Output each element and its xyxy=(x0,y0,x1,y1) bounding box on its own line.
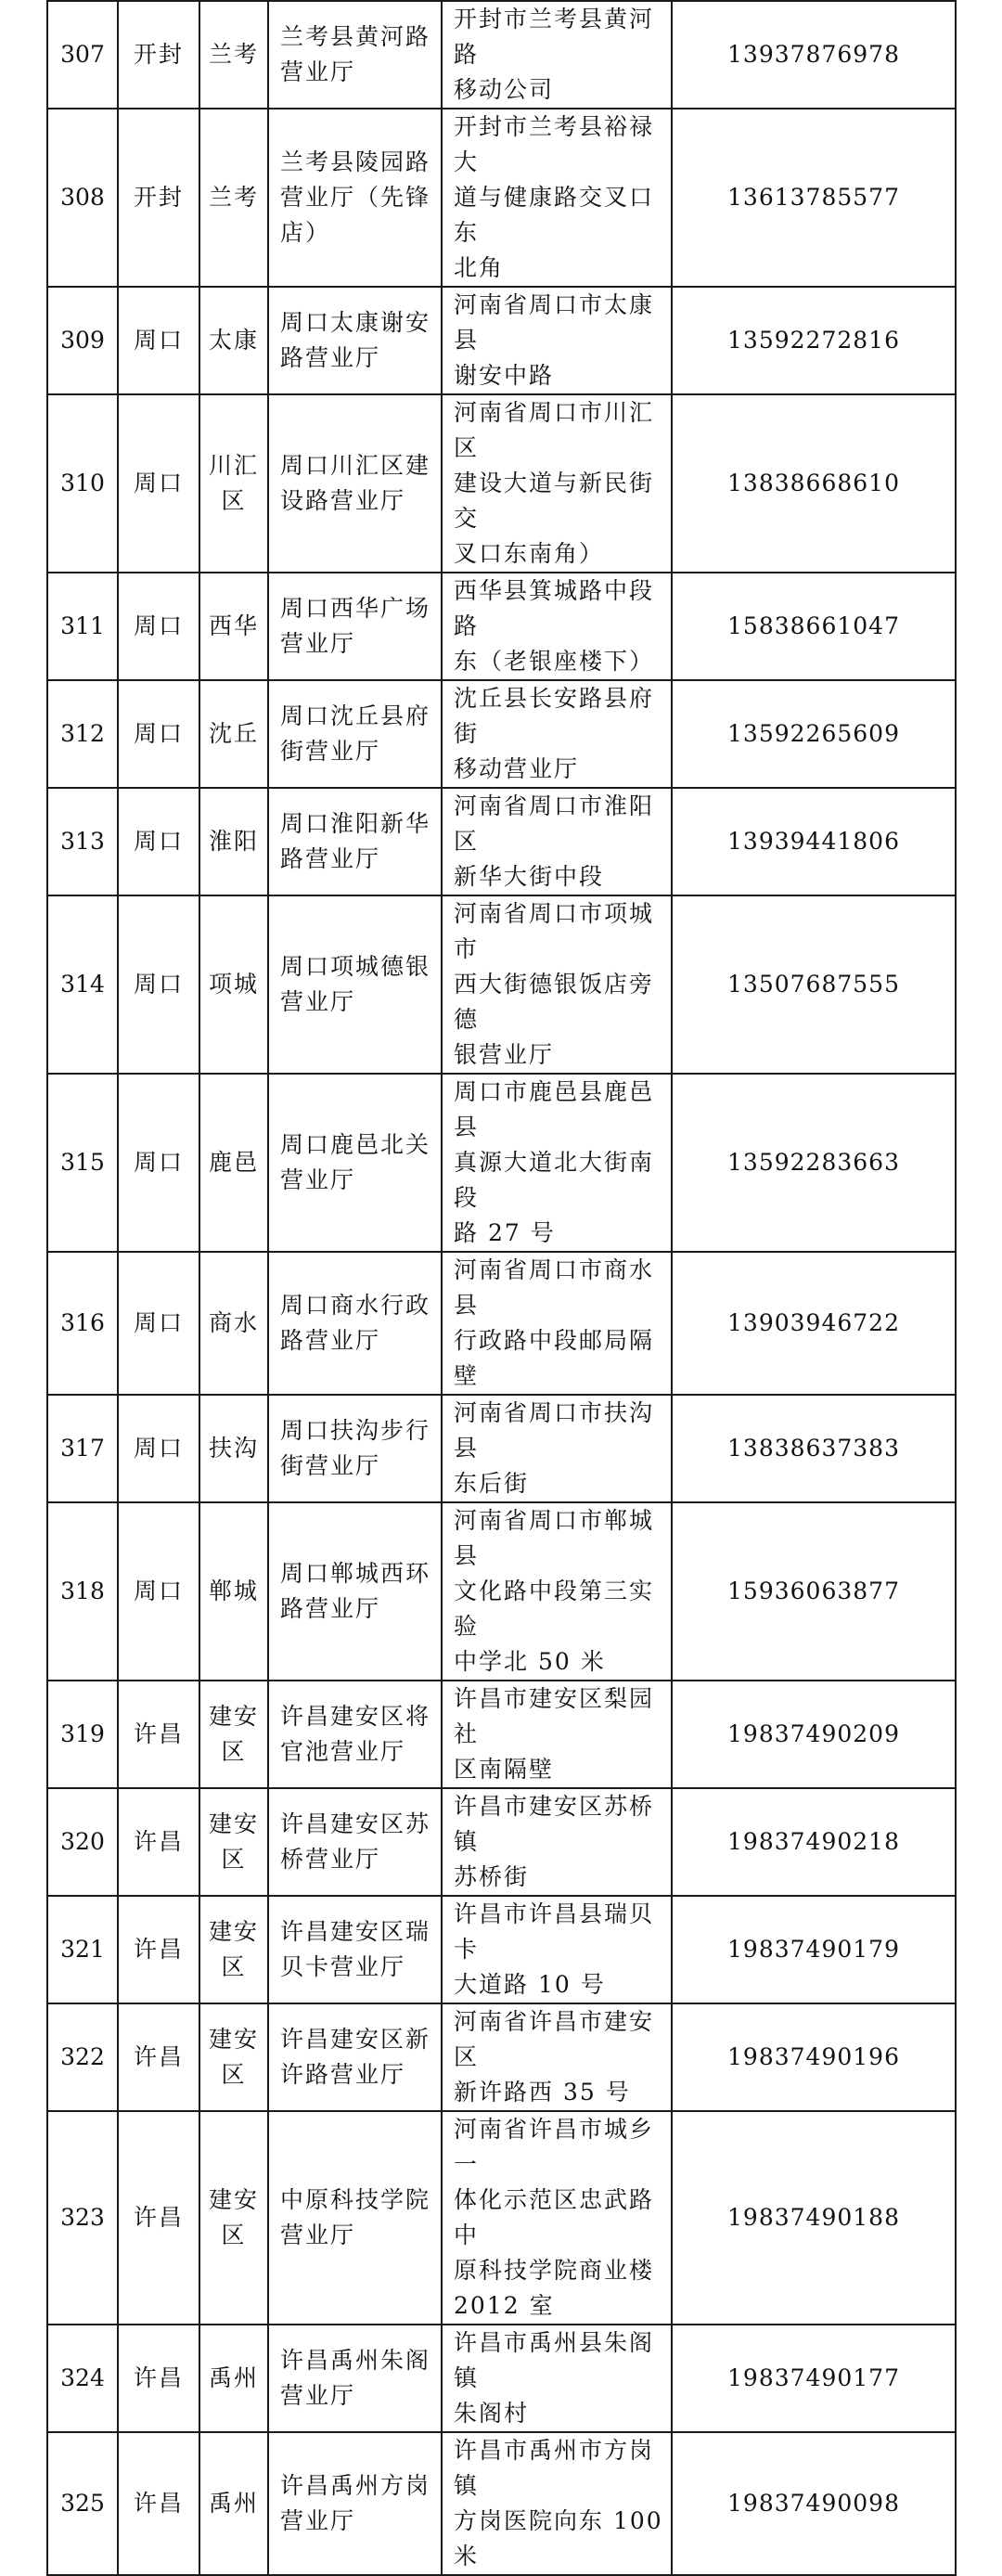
address-cell-line: 谢安中路 xyxy=(454,362,555,389)
county-cell xyxy=(199,788,268,895)
hall-name-cell-line: 店） xyxy=(280,219,331,246)
county-cell xyxy=(199,1252,268,1395)
hall-name-cell-line: 许昌禹州朱阁 xyxy=(280,2347,431,2374)
hall-name-cell xyxy=(268,680,442,788)
address-cell-line: 路 27 号 xyxy=(454,1219,556,1246)
address-cell-line: 原科技学院商业楼 xyxy=(454,2257,655,2284)
address-cell-line: 2012 室 xyxy=(454,2292,555,2319)
county-cell-line: 郸城 xyxy=(208,1578,259,1604)
hall-name-cell-line: 许昌禹州方岗 xyxy=(280,2472,431,2499)
table-row xyxy=(47,895,956,1074)
city-cell: 许昌 xyxy=(118,2111,199,2325)
address-cell xyxy=(442,895,672,1074)
row-number-cell: 309 xyxy=(47,287,118,394)
hall-name-cell-line: 周口淮阳新华 xyxy=(280,810,431,837)
row-number-cell: 311 xyxy=(47,573,118,680)
hall-name-cell xyxy=(268,573,442,680)
hall-name-cell xyxy=(268,895,442,1074)
county-cell-line: 兰考 xyxy=(208,41,259,68)
hall-name-cell xyxy=(268,2111,442,2325)
phone-cell: 19837490179 xyxy=(672,1896,956,2003)
county-cell-line: 区 xyxy=(221,1738,247,1765)
county-cell-line: 淮阳 xyxy=(208,828,259,855)
table-row xyxy=(47,1896,956,2003)
county-cell-line: 区 xyxy=(221,1846,247,1873)
row-number-cell: 315 xyxy=(47,1074,118,1252)
address-cell-line: 许昌市禹州市方岗镇 xyxy=(454,2437,655,2499)
hall-name-cell-line: 营业厅 xyxy=(280,2382,356,2409)
hall-name-cell-line: 街营业厅 xyxy=(280,1452,381,1479)
hall-name-cell-line: 周口郸城西环 xyxy=(280,1560,431,1587)
phone-cell: 19837490188 xyxy=(672,2111,956,2325)
hall-name-cell-line: 路营业厅 xyxy=(280,845,381,872)
table-row xyxy=(47,1,956,109)
address-cell-line: 体化示范区忠武路中 xyxy=(454,2186,655,2248)
address-cell-line: 周口市鹿邑县鹿邑县 xyxy=(454,1078,655,1140)
county-cell-line: 建安 xyxy=(208,1703,259,1730)
row-number-cell: 316 xyxy=(47,1252,118,1395)
phone-cell: 19837490177 xyxy=(672,2325,956,2432)
row-number-cell: 307 xyxy=(47,1,118,109)
county-cell xyxy=(199,2003,268,2111)
county-cell xyxy=(199,2432,268,2575)
county-cell xyxy=(199,1502,268,1681)
table-row xyxy=(47,573,956,680)
address-cell xyxy=(442,2111,672,2325)
address-cell-line: 沈丘县长安路县府街 xyxy=(454,685,655,747)
county-cell-line: 禹州 xyxy=(208,2364,259,2391)
address-cell-line: 河南省许昌市城乡一 xyxy=(454,2116,655,2178)
city-cell: 周口 xyxy=(118,573,199,680)
phone-cell: 13507687555 xyxy=(672,895,956,1074)
phone-cell: 13937876978 xyxy=(672,1,956,109)
hall-name-cell-line: 贝卡营业厅 xyxy=(280,1953,406,1980)
table-row xyxy=(47,1502,956,1681)
address-cell-line: 叉口东南角） xyxy=(454,540,605,567)
address-cell-line: 东（老银座楼下） xyxy=(454,648,655,675)
address-cell xyxy=(442,1502,672,1681)
row-number-cell: 319 xyxy=(47,1681,118,1788)
address-cell xyxy=(442,2432,672,2575)
phone-cell: 15936063877 xyxy=(672,1502,956,1681)
table-row xyxy=(47,788,956,895)
county-cell xyxy=(199,287,268,394)
address-cell xyxy=(442,1896,672,2003)
address-cell xyxy=(442,1788,672,1896)
table-row xyxy=(47,394,956,573)
city-cell: 周口 xyxy=(118,1074,199,1252)
address-cell xyxy=(442,2325,672,2432)
hall-name-cell xyxy=(268,788,442,895)
city-cell: 许昌 xyxy=(118,1788,199,1896)
county-cell xyxy=(199,680,268,788)
table-row xyxy=(47,2003,956,2111)
hall-name-cell-line: 官池营业厅 xyxy=(280,1738,406,1765)
city-cell: 开封 xyxy=(118,109,199,287)
hall-name-cell-line: 街营业厅 xyxy=(280,738,381,765)
row-number-cell: 310 xyxy=(47,394,118,573)
phone-cell: 13592272816 xyxy=(672,287,956,394)
address-cell-line: 真源大道北大街南段 xyxy=(454,1149,655,1211)
hall-name-cell xyxy=(268,1502,442,1681)
county-cell-line: 西华 xyxy=(208,612,259,639)
hall-name-cell xyxy=(268,1,442,109)
address-cell xyxy=(442,1681,672,1788)
document-page xyxy=(46,0,955,2576)
address-cell-line: 文化路中段第三实验 xyxy=(454,1578,655,1640)
hall-name-cell xyxy=(268,2432,442,2575)
hall-name-cell-line: 营业厅（先锋 xyxy=(280,184,431,211)
county-cell xyxy=(199,394,268,573)
row-number-cell: 314 xyxy=(47,895,118,1074)
county-cell xyxy=(199,2325,268,2432)
city-cell: 许昌 xyxy=(118,2325,199,2432)
city-cell: 许昌 xyxy=(118,1896,199,2003)
county-cell-line: 沈丘 xyxy=(208,720,259,747)
address-cell-line: 许昌市许昌县瑞贝卡 xyxy=(454,1900,655,1963)
county-cell xyxy=(199,895,268,1074)
hall-name-cell-line: 兰考县陵园路 xyxy=(280,148,431,175)
address-cell-line: 新华大街中段 xyxy=(454,863,605,890)
county-cell-line: 建安 xyxy=(208,1810,259,1837)
phone-cell: 13613785577 xyxy=(672,109,956,287)
hall-name-cell-line: 兰考县黄河路 xyxy=(280,23,431,50)
table-body xyxy=(47,1,956,2575)
table-row xyxy=(47,680,956,788)
city-cell: 周口 xyxy=(118,394,199,573)
table-row xyxy=(47,1788,956,1896)
phone-cell: 19837490209 xyxy=(672,1681,956,1788)
hall-name-cell-line: 周口鹿邑北关 xyxy=(280,1131,431,1158)
county-cell-line: 建安 xyxy=(208,2026,259,2053)
hall-name-cell xyxy=(268,109,442,287)
city-cell: 周口 xyxy=(118,1502,199,1681)
table-row xyxy=(47,109,956,287)
address-cell-line: 河南省许昌市建安区 xyxy=(454,2008,655,2070)
address-cell xyxy=(442,394,672,573)
table-row xyxy=(47,2111,956,2325)
county-cell-line: 区 xyxy=(221,2222,247,2248)
address-cell-line: 河南省周口市商水县 xyxy=(454,1256,655,1319)
address-cell-line: 河南省周口市川汇区 xyxy=(454,399,655,461)
address-cell-line: 许昌市建安区苏桥镇 xyxy=(454,1793,655,1855)
city-cell: 许昌 xyxy=(118,2432,199,2575)
address-cell-line: 移动营业厅 xyxy=(454,755,580,782)
county-cell-line: 建安 xyxy=(208,2186,259,2213)
hall-name-cell-line: 路营业厅 xyxy=(280,344,381,371)
hall-name-cell-line: 营业厅 xyxy=(280,1166,356,1193)
county-cell-line: 建安 xyxy=(208,1918,259,1945)
row-number-cell: 323 xyxy=(47,2111,118,2325)
address-cell-line: 道与健康路交叉口东 xyxy=(454,184,655,246)
address-cell-line: 河南省周口市淮阳区 xyxy=(454,792,655,855)
table-row xyxy=(47,2432,956,2575)
address-cell-line: 银营业厅 xyxy=(454,1041,555,1068)
row-number-cell: 322 xyxy=(47,2003,118,2111)
phone-cell: 19837490218 xyxy=(672,1788,956,1896)
address-cell xyxy=(442,788,672,895)
hall-name-cell-line: 营业厅 xyxy=(280,630,356,657)
hall-name-cell-line: 中原科技学院 xyxy=(280,2186,431,2213)
hall-name-cell-line: 周口商水行政 xyxy=(280,1292,431,1319)
row-number-cell: 308 xyxy=(47,109,118,287)
hall-name-cell-line: 许路营业厅 xyxy=(280,2061,406,2088)
phone-cell: 13939441806 xyxy=(672,788,956,895)
county-cell-line: 区 xyxy=(221,2061,247,2088)
hall-name-cell-line: 周口西华广场 xyxy=(280,595,431,622)
row-number-cell: 320 xyxy=(47,1788,118,1896)
address-cell-line: 许昌市禹州县朱阁镇 xyxy=(454,2329,655,2391)
address-cell-line: 移动公司 xyxy=(454,76,555,103)
table-row xyxy=(47,1252,956,1395)
hall-name-cell-line: 周口川汇区建 xyxy=(280,452,431,479)
phone-cell: 15838661047 xyxy=(672,573,956,680)
hall-name-cell-line: 路营业厅 xyxy=(280,1595,381,1622)
address-cell-line: 新许路西 35 号 xyxy=(454,2079,631,2106)
table-row xyxy=(47,1395,956,1502)
city-cell: 开封 xyxy=(118,1,199,109)
county-cell xyxy=(199,573,268,680)
phone-cell: 13592283663 xyxy=(672,1074,956,1252)
hall-name-cell xyxy=(268,2325,442,2432)
city-cell: 周口 xyxy=(118,680,199,788)
city-cell: 周口 xyxy=(118,1252,199,1395)
hall-name-cell-line: 许昌建安区新 xyxy=(280,2026,431,2053)
address-cell-line: 苏桥街 xyxy=(454,1863,530,1890)
hall-name-cell-line: 许昌建安区瑞 xyxy=(280,1918,431,1945)
city-cell: 周口 xyxy=(118,1395,199,1502)
row-number-cell: 321 xyxy=(47,1896,118,2003)
county-cell-line: 区 xyxy=(221,487,247,514)
hall-name-cell-line: 营业厅 xyxy=(280,58,356,85)
row-number-cell: 324 xyxy=(47,2325,118,2432)
county-cell xyxy=(199,2111,268,2325)
hall-name-cell-line: 许昌建安区将 xyxy=(280,1703,431,1730)
county-cell xyxy=(199,109,268,287)
address-cell-line: 行政路中段邮局隔壁 xyxy=(454,1327,655,1389)
hall-name-cell-line: 许昌建安区苏 xyxy=(280,1810,431,1837)
phone-cell: 19837490196 xyxy=(672,2003,956,2111)
county-cell-line: 鹿邑 xyxy=(208,1149,259,1176)
table-row xyxy=(47,287,956,394)
address-cell-line: 中学北 50 米 xyxy=(454,1648,606,1675)
address-cell xyxy=(442,1,672,109)
hall-name-cell xyxy=(268,2003,442,2111)
address-cell xyxy=(442,1252,672,1395)
hall-name-cell xyxy=(268,1681,442,1788)
row-number-cell: 325 xyxy=(47,2432,118,2575)
county-cell-line: 扶沟 xyxy=(208,1435,259,1462)
address-cell-line: 河南省周口市郸城县 xyxy=(454,1507,655,1569)
county-cell xyxy=(199,1681,268,1788)
county-cell-line: 区 xyxy=(221,1953,247,1980)
phone-cell: 13838637383 xyxy=(672,1395,956,1502)
hall-name-cell xyxy=(268,1074,442,1252)
address-cell-line: 区南隔壁 xyxy=(454,1756,555,1783)
county-cell xyxy=(199,1074,268,1252)
hall-name-cell xyxy=(268,1395,442,1502)
hall-name-cell-line: 营业厅 xyxy=(280,2222,356,2248)
address-cell-line: 建设大道与新民街交 xyxy=(454,470,655,532)
phone-cell: 13838668610 xyxy=(672,394,956,573)
phone-cell: 13903946722 xyxy=(672,1252,956,1395)
address-cell xyxy=(442,680,672,788)
city-cell: 周口 xyxy=(118,287,199,394)
county-cell-line: 商水 xyxy=(208,1309,259,1336)
city-cell: 周口 xyxy=(118,788,199,895)
address-cell-line: 河南省周口市太康县 xyxy=(454,291,655,354)
hall-name-cell xyxy=(268,1788,442,1896)
hall-name-cell-line: 营业厅 xyxy=(280,988,356,1015)
county-cell xyxy=(199,1788,268,1896)
hall-name-cell-line: 周口扶沟步行 xyxy=(280,1417,431,1444)
address-cell-line: 东后街 xyxy=(454,1470,530,1497)
table-row xyxy=(47,1074,956,1252)
address-cell-line: 西华县箕城路中段路 xyxy=(454,577,655,639)
county-cell-line: 禹州 xyxy=(208,2490,259,2517)
hall-name-cell-line: 桥营业厅 xyxy=(280,1846,381,1873)
row-number-cell: 317 xyxy=(47,1395,118,1502)
address-cell-line: 河南省周口市项城市 xyxy=(454,900,655,962)
row-number-cell: 312 xyxy=(47,680,118,788)
address-cell-line: 大道路 10 号 xyxy=(454,1971,606,1998)
business-hall-table xyxy=(46,0,957,2576)
address-cell xyxy=(442,287,672,394)
address-cell-line: 许昌市建安区梨园社 xyxy=(454,1685,655,1747)
county-cell-line: 太康 xyxy=(208,327,259,354)
hall-name-cell-line: 周口太康谢安 xyxy=(280,309,431,336)
hall-name-cell xyxy=(268,1896,442,2003)
address-cell-line: 河南省周口市扶沟县 xyxy=(454,1399,655,1462)
city-cell: 许昌 xyxy=(118,2003,199,2111)
address-cell xyxy=(442,1074,672,1252)
county-cell xyxy=(199,1395,268,1502)
phone-cell: 13592265609 xyxy=(672,680,956,788)
hall-name-cell-line: 周口沈丘县府 xyxy=(280,702,431,729)
address-cell xyxy=(442,2003,672,2111)
address-cell xyxy=(442,573,672,680)
address-cell-line: 开封市兰考县黄河路 xyxy=(454,6,655,68)
address-cell-line: 开封市兰考县裕禄大 xyxy=(454,113,655,175)
city-cell: 周口 xyxy=(118,895,199,1074)
county-cell xyxy=(199,1,268,109)
hall-name-cell-line: 设路营业厅 xyxy=(280,487,406,514)
table-row xyxy=(47,2325,956,2432)
row-number-cell: 313 xyxy=(47,788,118,895)
address-cell-line: 方岗医院向东 100 米 xyxy=(454,2507,663,2570)
address-cell xyxy=(442,109,672,287)
hall-name-cell-line: 路营业厅 xyxy=(280,1327,381,1354)
hall-name-cell-line: 周口项城德银 xyxy=(280,953,431,980)
table-row xyxy=(47,1681,956,1788)
county-cell-line: 川汇 xyxy=(208,452,259,479)
row-number-cell: 318 xyxy=(47,1502,118,1681)
hall-name-cell xyxy=(268,287,442,394)
county-cell xyxy=(199,1896,268,2003)
phone-cell: 19837490098 xyxy=(672,2432,956,2575)
address-cell-line: 朱阁村 xyxy=(454,2400,530,2427)
hall-name-cell xyxy=(268,1252,442,1395)
address-cell xyxy=(442,1395,672,1502)
hall-name-cell-line: 营业厅 xyxy=(280,2507,356,2534)
county-cell-line: 兰考 xyxy=(208,184,259,211)
city-cell: 许昌 xyxy=(118,1681,199,1788)
county-cell-line: 项城 xyxy=(208,971,259,998)
address-cell-line: 西大街德银饭店旁德 xyxy=(454,971,655,1033)
hall-name-cell xyxy=(268,394,442,573)
address-cell-line: 北角 xyxy=(454,254,505,281)
